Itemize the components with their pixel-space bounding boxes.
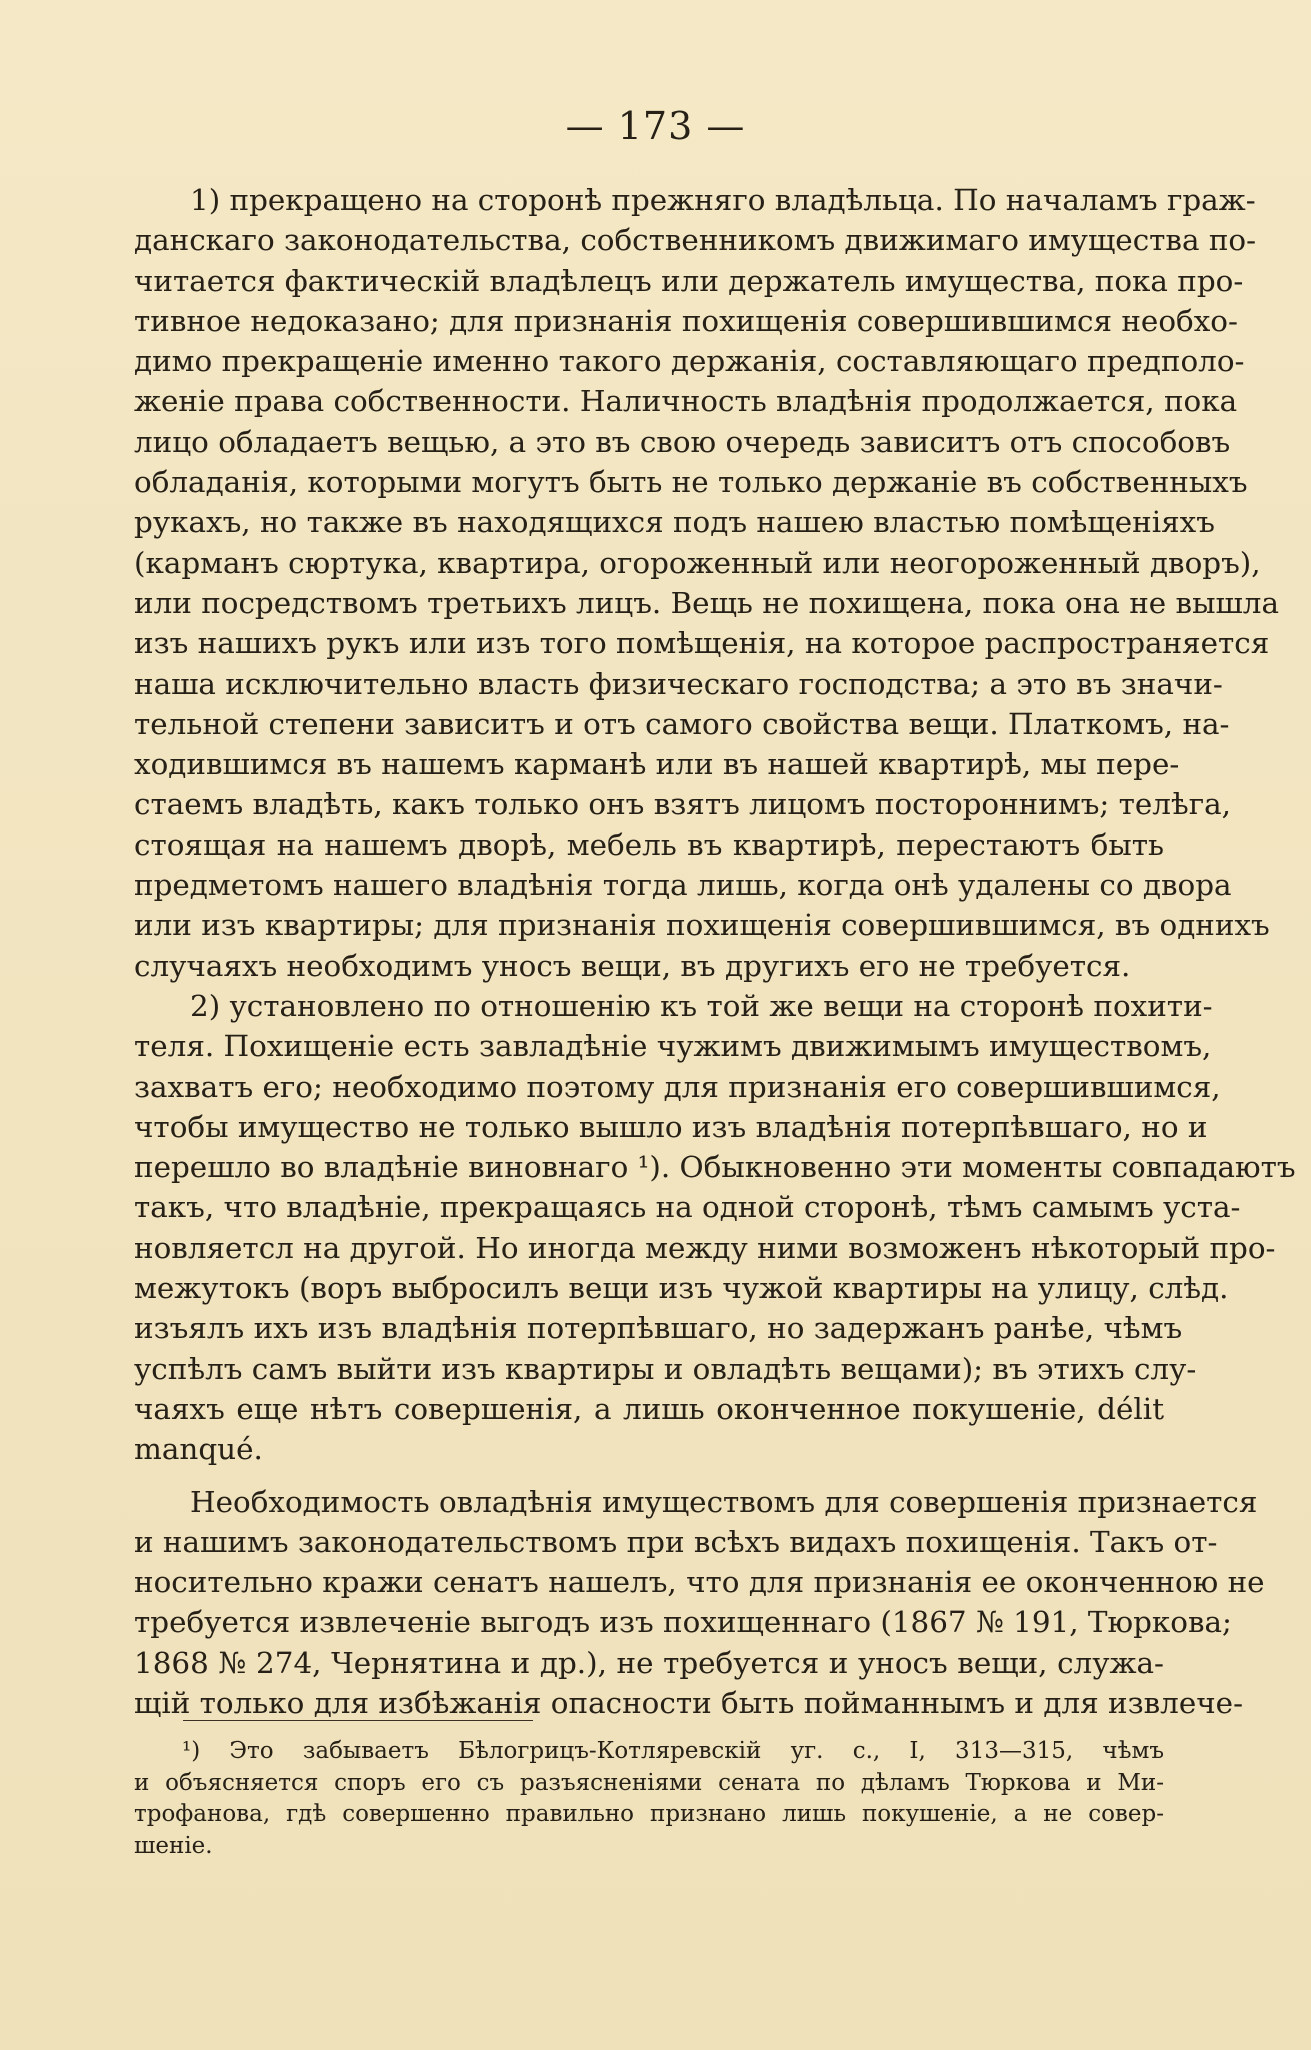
paragraph-3 (134, 1482, 1265, 1724)
text-line: (карманъ сюртука, квартира, огороженный или неогороженный дворъ), (134, 545, 1261, 580)
text-line: Необходимость овладѣнія имуществомъ для совершенія признается (190, 1484, 1258, 1519)
footnote-line: шеніе. (134, 1832, 213, 1859)
footnote (134, 1736, 1164, 1862)
text-line: 1) прекращено на сторонѣ прежняго владѣльца. По началамъ граж- (190, 183, 1256, 217)
text-line: изъялъ ихъ изъ владѣнія потерпѣвшаго, но задержанъ ранѣе, чѣмъ (134, 1311, 1183, 1346)
text-line: 2) установлено по отношенію къ той же вещи на сторонѣ похити- (190, 988, 1213, 1023)
footnote-line: трофанова, гдѣ совершенно правильно признано лишь покушеніе, а не совер- (134, 1801, 1164, 1827)
text-line: стаемъ владѣть, какъ только онъ взятъ лицомъ постороннимъ; телѣга, (134, 787, 1231, 822)
text-line: наша исключительно власть физическаго господства; а это въ значи- (134, 666, 1223, 701)
text-line: новляетсл на другой. Но иногда между ними возможенъ нѣкоторый про- (134, 1230, 1276, 1265)
text-line: читается фактическій владѣлецъ или держатель имущества, пока про- (134, 263, 1244, 298)
text-line: димо прекращеніе именно такого держанія, составляющаго предполо- (134, 344, 1245, 379)
paragraph-2 (134, 986, 1296, 1470)
text-line: случаяхъ необходимъ уносъ вещи, въ другихъ его не требуется. (134, 948, 1131, 983)
text-line: теля. Похищеніе есть завладѣніе чужимъ движимымъ имуществомъ, (134, 1029, 1212, 1064)
text-line: manqué. (134, 1432, 263, 1467)
text-line: щій только для избѣжанія опасности быть пойманнымъ и для извлече- (134, 1685, 1243, 1720)
text-line: или изъ квартиры; для признанія похищенія совершившимся, въ однихъ (134, 908, 1270, 943)
text-line: обладанія, которыми могутъ быть не только держаніе въ собственныхъ (134, 465, 1248, 500)
text-line: рукахъ, но также въ находящихся подъ нашею властью помѣщеніяхъ (134, 505, 1215, 540)
text-line: стоящая на нашемъ дворѣ, мебель въ квартирѣ, перестаютъ быть (134, 827, 1164, 862)
text-line: или посредствомъ третьихъ лицъ. Вещь не похищена, пока она не вышла (134, 585, 1279, 620)
footnote-line: ¹) Это забываетъ Бѣлогрицъ-Котляревскій уг. с., I, 313—315, чѣмъ (182, 1738, 1164, 1764)
text-line: чтобы имущество не только вышло изъ владѣнія потерпѣвшаго, но и (134, 1109, 1208, 1144)
text-line: предметомъ нашего владѣнія тогда лишь, когда онѣ удалены со двора (134, 868, 1232, 903)
text-line: лицо обладаетъ вещью, а это въ свою очередь зависитъ отъ способовъ (134, 424, 1231, 459)
page-number: — 173 — (565, 104, 746, 148)
text-line: женіе права собственности. Наличность владѣнія продолжается, пока (134, 384, 1238, 419)
text-line: такъ, что владѣніе, прекращаясь на одной сторонѣ, тѣмъ самымъ уста- (134, 1190, 1241, 1225)
text-line: изъ нашихъ рукъ или изъ того помѣщенія, на которое распространяется (134, 626, 1270, 661)
text-line: носительно кражи сенатъ нашелъ, что для признанія ее оконченною не (134, 1565, 1265, 1600)
text-line: тельной степени зависитъ и отъ самого свойства вещи. Платкомъ, на- (134, 706, 1230, 741)
text-line: требуется извлеченіе выгодъ изъ похищеннаго (1867 № 191, Тюркова; (134, 1605, 1232, 1640)
paragraph-spacer (134, 1470, 1164, 1482)
body-text (134, 180, 1296, 1723)
text-line: успѣлъ самъ выйти изъ квартиры и овладѣть вещами); въ этихъ слу- (134, 1351, 1197, 1386)
text-line: захватъ его; необходимо поэтому для признанія его совершившимся, (134, 1069, 1221, 1104)
footnote-line: и объясняется споръ его съ разъясненіями сената по дѣламъ Тюркова и Ми- (134, 1769, 1164, 1796)
text-line: 1868 № 274, Чернятина и др.), не требуется и уносъ вещи, служа- (134, 1645, 1164, 1680)
text-line: межутокъ (воръ выбросилъ вещи изъ чужой квартиры на улицу, слѣд. (134, 1271, 1229, 1306)
paragraph-1 (134, 180, 1279, 986)
text-line: тивное недоказано; для признанія похищенія совершившимся необхо- (134, 303, 1238, 338)
text-line: ходившимся въ нашемъ карманѣ или въ нашей квартирѣ, мы пере- (134, 747, 1180, 782)
footnote-divider (183, 1720, 533, 1721)
text-line: данскаго законодательства, собственникомъ движимаго имущества по- (134, 223, 1257, 258)
text-line: и нашимъ законодательствомъ при всѣхъ видахъ похищенія. Такъ от- (134, 1524, 1218, 1559)
text-line: чаяхъ еще нѣтъ совершенія, а лишь оконченное покушеніе, délit (134, 1391, 1164, 1426)
text-line: перешло во владѣніе виновнаго ¹). Обыкновенно эти моменты совпадаютъ (134, 1150, 1296, 1185)
